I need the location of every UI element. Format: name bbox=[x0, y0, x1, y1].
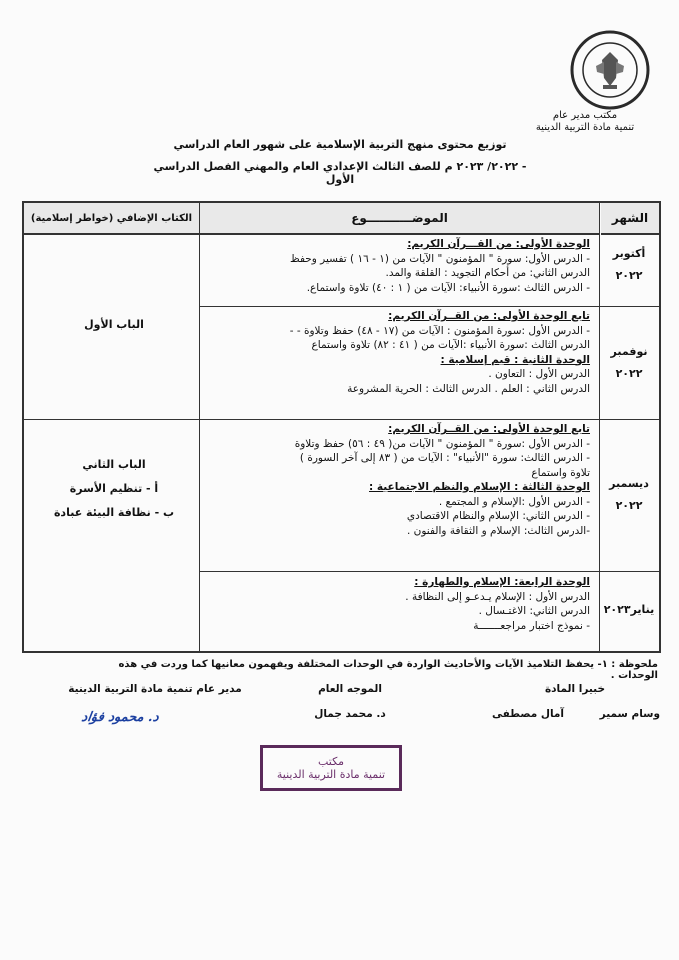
office-header bbox=[520, 110, 650, 134]
unit-heading: الوحدة الثالثة : الإسلام والنظم الاجتماعية : bbox=[369, 481, 590, 493]
header-month: الشهر bbox=[601, 203, 659, 235]
lesson-line: - الدرس الثالث :سورة الأنبياء: الآيات من ( ١ : ٤٠) تلاوة واستماع. bbox=[306, 281, 590, 294]
book-topic: ب - نظافة البيئة عبادة bbox=[53, 506, 175, 519]
month-october bbox=[601, 243, 657, 287]
experts-title: خبيرا المادة bbox=[544, 683, 606, 695]
book-chapter: الباب الأول bbox=[84, 318, 144, 331]
lesson-line: -الدرس الثالث: الإسلام و الثقافة والفنون . bbox=[407, 524, 590, 537]
lesson-line: الدرس الأول : الإسلام يـدعـو إلى النظافة . bbox=[405, 590, 590, 603]
month-name: نوفمبر bbox=[610, 345, 648, 358]
month-name: أكتوبر bbox=[612, 247, 646, 260]
book-section-2 bbox=[28, 453, 200, 525]
lesson-line: - الدرس الأول: سورة " المؤمنون " الآيات من (١ - ١٦ ) تفسير وحفظ bbox=[289, 252, 590, 265]
lesson-line: الدرس الأول : التعاون . bbox=[488, 368, 590, 380]
lesson-line: - الدرس الأول :سورة المؤمنون : الآيات من (١٧ - ٤٨) حفظ وتلاوة - - bbox=[289, 324, 590, 337]
month-year: ٢٠٢٢ bbox=[615, 367, 643, 380]
column-divider bbox=[199, 203, 200, 651]
office-stamp bbox=[260, 745, 402, 791]
month-november bbox=[601, 341, 657, 385]
lesson-line: الدرس الثاني: الاغتـسال . bbox=[478, 605, 590, 617]
unit-heading: تابع الوحدة الأولى: من القــرآن الكريم: bbox=[388, 310, 590, 322]
document-subtitle: - ٢٠٢٢/ ٢٠٢٣ م للصف الثالث الإعدادي العام والمهني الفصل الدراسي الأول bbox=[153, 160, 527, 186]
supervisor-title: الموجه العام bbox=[318, 683, 382, 695]
director-title: مدير عام تنمية مادة التربية الدينية bbox=[68, 683, 242, 695]
topic-november bbox=[202, 309, 590, 396]
header-topic: الموضـــــــــــوع bbox=[200, 203, 599, 235]
office-line-2: تنمية مادة التربية الدينية bbox=[535, 122, 635, 133]
lesson-line: - الدرس الأول :الإسلام و المجتمع . bbox=[438, 495, 590, 508]
row-divider bbox=[199, 571, 659, 572]
lesson-line: - الدرس الأول :سورة " المؤمنون " الآيات من( ٤٩ : ٥٦) حفظ وتلاوة bbox=[294, 437, 590, 450]
topic-october bbox=[202, 237, 590, 295]
row-divider bbox=[199, 306, 659, 307]
director-signature: د. محمود فؤاد bbox=[80, 710, 160, 725]
unit-heading: الوحدة الثانية : قيم إسلامية : bbox=[440, 353, 590, 366]
topic-january bbox=[202, 575, 590, 633]
month-december bbox=[601, 473, 657, 517]
month-name: ديسمبر bbox=[609, 477, 649, 490]
curriculum-table bbox=[22, 201, 661, 653]
book-divider bbox=[24, 419, 199, 420]
month-name: يناير٢٠٢٣ bbox=[603, 603, 655, 616]
unit-heading: تابع الوحدة الأولى: من القــرآن الكريم: bbox=[388, 423, 590, 435]
expert-2-name: آمال مصطفى bbox=[491, 708, 565, 720]
stamp-line-1: مكتب bbox=[317, 755, 345, 768]
lesson-line: - الدرس الثالث: سورة "الأنبياء" : الآيات من ( ٨٣ إلى آخر السورة ) bbox=[299, 452, 590, 464]
book-chapter: الباب الثاني bbox=[82, 458, 146, 471]
month-year: ٢٠٢٢ bbox=[615, 499, 643, 512]
unit-heading: الوحدة الرابعة: الإسلام والطهارة : bbox=[414, 576, 590, 588]
lesson-line: الدرس الثاني : العلم . الدرس الثالث : الحرية المشروعة bbox=[347, 382, 590, 395]
lesson-line: الدرس الثالث :سورة الأنبياء :الآيات من ( ٤١ : ٨٢) تلاوة واستماع bbox=[311, 339, 590, 351]
ministry-seal-logo bbox=[570, 30, 650, 110]
footer-note: ملحوظة : ١- يحفظ التلاميذ الآيات والأحاديث الواردة في الوحدات المختلفة ويفهمون معانيها كما وردت في هذه الوحدات . bbox=[118, 659, 658, 681]
lesson-line: تلاوة واستماع bbox=[531, 466, 590, 479]
stamp-line-2: تنمية مادة التربية الدينية bbox=[276, 768, 386, 781]
month-january bbox=[601, 599, 657, 621]
column-divider bbox=[599, 203, 600, 651]
lesson-line: - الدرس الثاني: الإسلام والنظام الاقتصادي bbox=[406, 510, 590, 522]
supervisor-name: د. محمد جمال bbox=[314, 708, 386, 720]
book-section-1 bbox=[28, 313, 200, 337]
office-line-1: مكتب مدير عام bbox=[552, 110, 618, 121]
row-divider bbox=[199, 419, 659, 420]
expert-1-name: وسام سمير bbox=[599, 708, 660, 720]
topic-december bbox=[202, 422, 590, 538]
unit-heading: الوحدة الأولى: من القـــرآن الكريم: bbox=[407, 238, 590, 250]
month-year: ٢٠٢٢ bbox=[615, 269, 643, 282]
lesson-line: الدرس الثاني: من أحكام التجويد : القلقة والمد. bbox=[385, 267, 590, 279]
header-book: الكتاب الإضافي (خواطر إسلامية) bbox=[24, 203, 199, 235]
document-title: توزيع محتوى منهج التربية الإسلامية على شهور العام الدراسي bbox=[173, 138, 507, 151]
book-topic: أ - تنظيم الأسرة bbox=[69, 482, 159, 495]
lesson-line: - نموذج اختبار مراجعـــــــة bbox=[473, 619, 590, 632]
